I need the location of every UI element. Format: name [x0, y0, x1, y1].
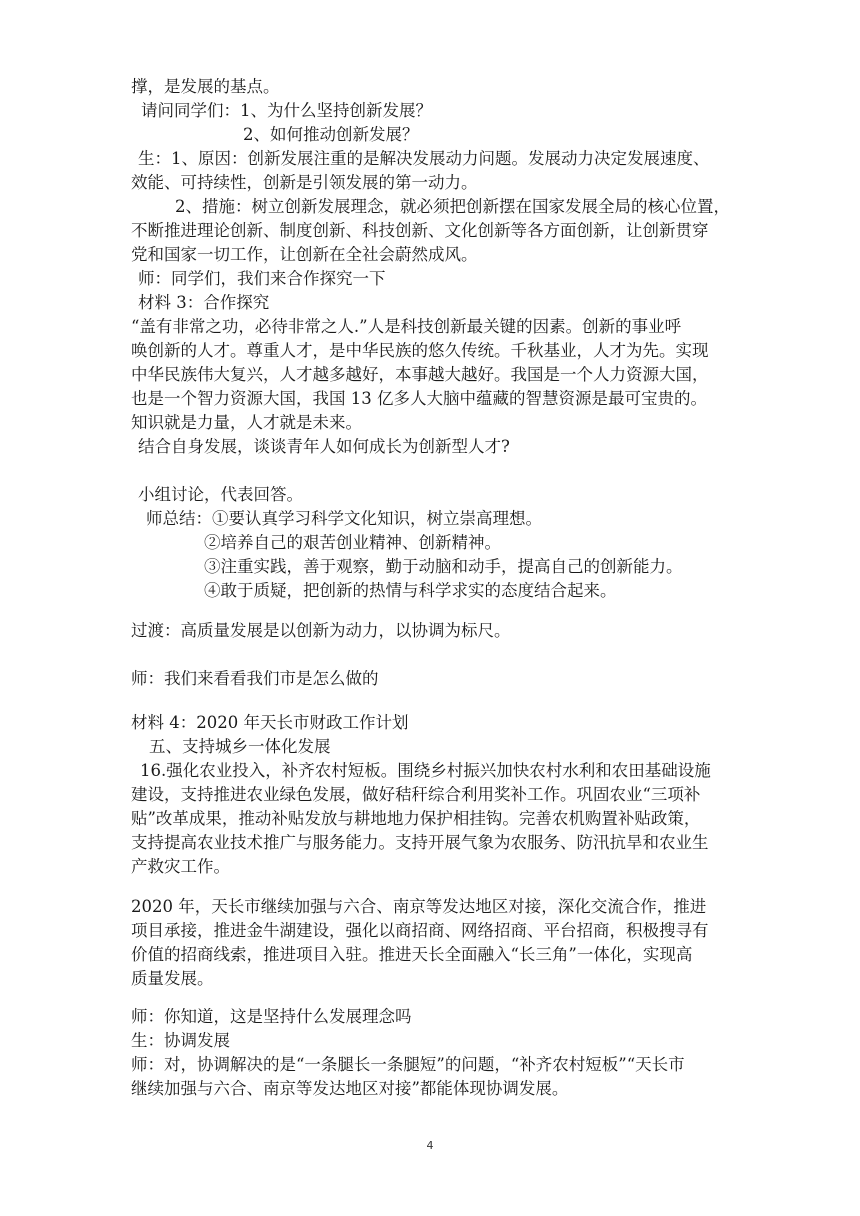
text-line: 2020 年，天长市继续加强与六合、南京等发达地区对接，深化交流合作，推进: [131, 897, 707, 916]
text-line: “盖有非常之功，必待非常之人.”人是科技创新最关键的因素。创新的事业呼: [131, 317, 682, 336]
text-line: ②培养自己的艰苦创业精神、创新精神。: [204, 533, 501, 552]
text-line: ③注重实践，善于观察，勤于动脑和动手，提高自己的创新能力。: [204, 557, 683, 576]
text-line: 知识就是力量，人才就是未来。: [131, 413, 362, 432]
text-line: 质量发展。: [131, 969, 214, 988]
text-line: 16.强化农业投入，补齐农村短板。围绕乡村振兴加快农村水利和农田基础设施: [140, 761, 711, 780]
text-line: 2、如何推动创新发展？: [243, 125, 419, 144]
text-line: 不断推进理论创新、制度创新、科技创新、文化创新等各方面创新，让创新贯穿: [131, 221, 709, 240]
text-line: 产救灾工作。: [131, 857, 230, 876]
text-line: 继续加强与六合、南京等发达地区对接”都能体现协调发展。: [131, 1079, 569, 1098]
text-line: 贴”改革成果，推动补贴发放与耕地地力保护相挂钩。完善农机购置补贴政策，: [131, 809, 701, 828]
text-line: 建设，支持推进农业绿色发展，做好秸秆综合利用奖补工作。巩固农业“三项补: [131, 785, 701, 804]
text-line: 效能、可持续性，创新是引领发展的第一动力。: [131, 173, 478, 192]
text-line: 2、措施：树立创新发展理念，就必须把创新摆在国家发展全局的核心位置，: [175, 197, 730, 216]
text-line: 生：协调发展: [131, 1031, 230, 1050]
text-line: 师总结：①要认真学习科学文化知识，树立崇高理想。: [146, 509, 542, 528]
text-line: 中华民族伟大复兴，人才越多越好，本事越大越好。我国是一个人力资源大国，: [131, 365, 709, 384]
text-line: 材料 4：2020 年天长市财政工作计划: [131, 713, 409, 732]
text-line: 结合自身发展，谈谈青年人如何成长为创新型人才?: [138, 437, 510, 456]
text-line: 请问同学们：1、为什么坚持创新发展？: [141, 101, 432, 120]
text-line: 师：同学们，我们来合作探究一下: [138, 269, 386, 288]
text-line: 唤创新的人才。尊重人才，是中华民族的悠久传统。千秋基业，人才为先。实现: [131, 341, 709, 360]
text-line: 小组讨论，代表回答。: [138, 485, 303, 504]
text-line: 过渡：高质量发展是以创新为动力，以协调为标尺。: [131, 621, 511, 640]
text-line: 价值的招商线索，推进项目入驻。推进天长全面融入“长三角”一体化，实现高: [131, 945, 693, 964]
text-line: 五、支持城乡一体化发展: [149, 737, 331, 756]
text-line: ④敢于质疑，把创新的热情与科学求实的态度结合起来。: [204, 581, 617, 600]
text-line: 师：你知道，这是坚持什么发展理念吗: [131, 1007, 412, 1026]
text-line: 材料 3：合作探究: [138, 293, 270, 312]
text-line: 师：对，协调解决的是“一条腿长一条腿短”的问题，“补齐农村短板”“天长市: [131, 1055, 685, 1074]
text-line: 党和国家一切工作，让创新在全社会蔚然成风。: [131, 245, 478, 264]
text-line: 师：我们来看看我们市是怎么做的: [131, 669, 379, 688]
text-line: 生：1、原因：创新发展注重的是解决发展动力问题。发展动力决定发展速度、: [138, 149, 710, 168]
text-line: 支持提高农业技术推广与服务能力。支持开展气象为农服务、防汛抗旱和农业生: [131, 833, 709, 852]
text-line: 撑，是发展的基点。: [131, 77, 280, 96]
text-line: 项目承接，推进金牛湖建设，强化以商招商、网络招商、平台招商，积极搜寻有: [131, 921, 709, 940]
page-number: 4: [426, 1139, 434, 1152]
text-line: 也是一个智力资源大国，我国 13 亿多人大脑中蕴藏的智慧资源是最可宝贵的。: [131, 389, 707, 408]
